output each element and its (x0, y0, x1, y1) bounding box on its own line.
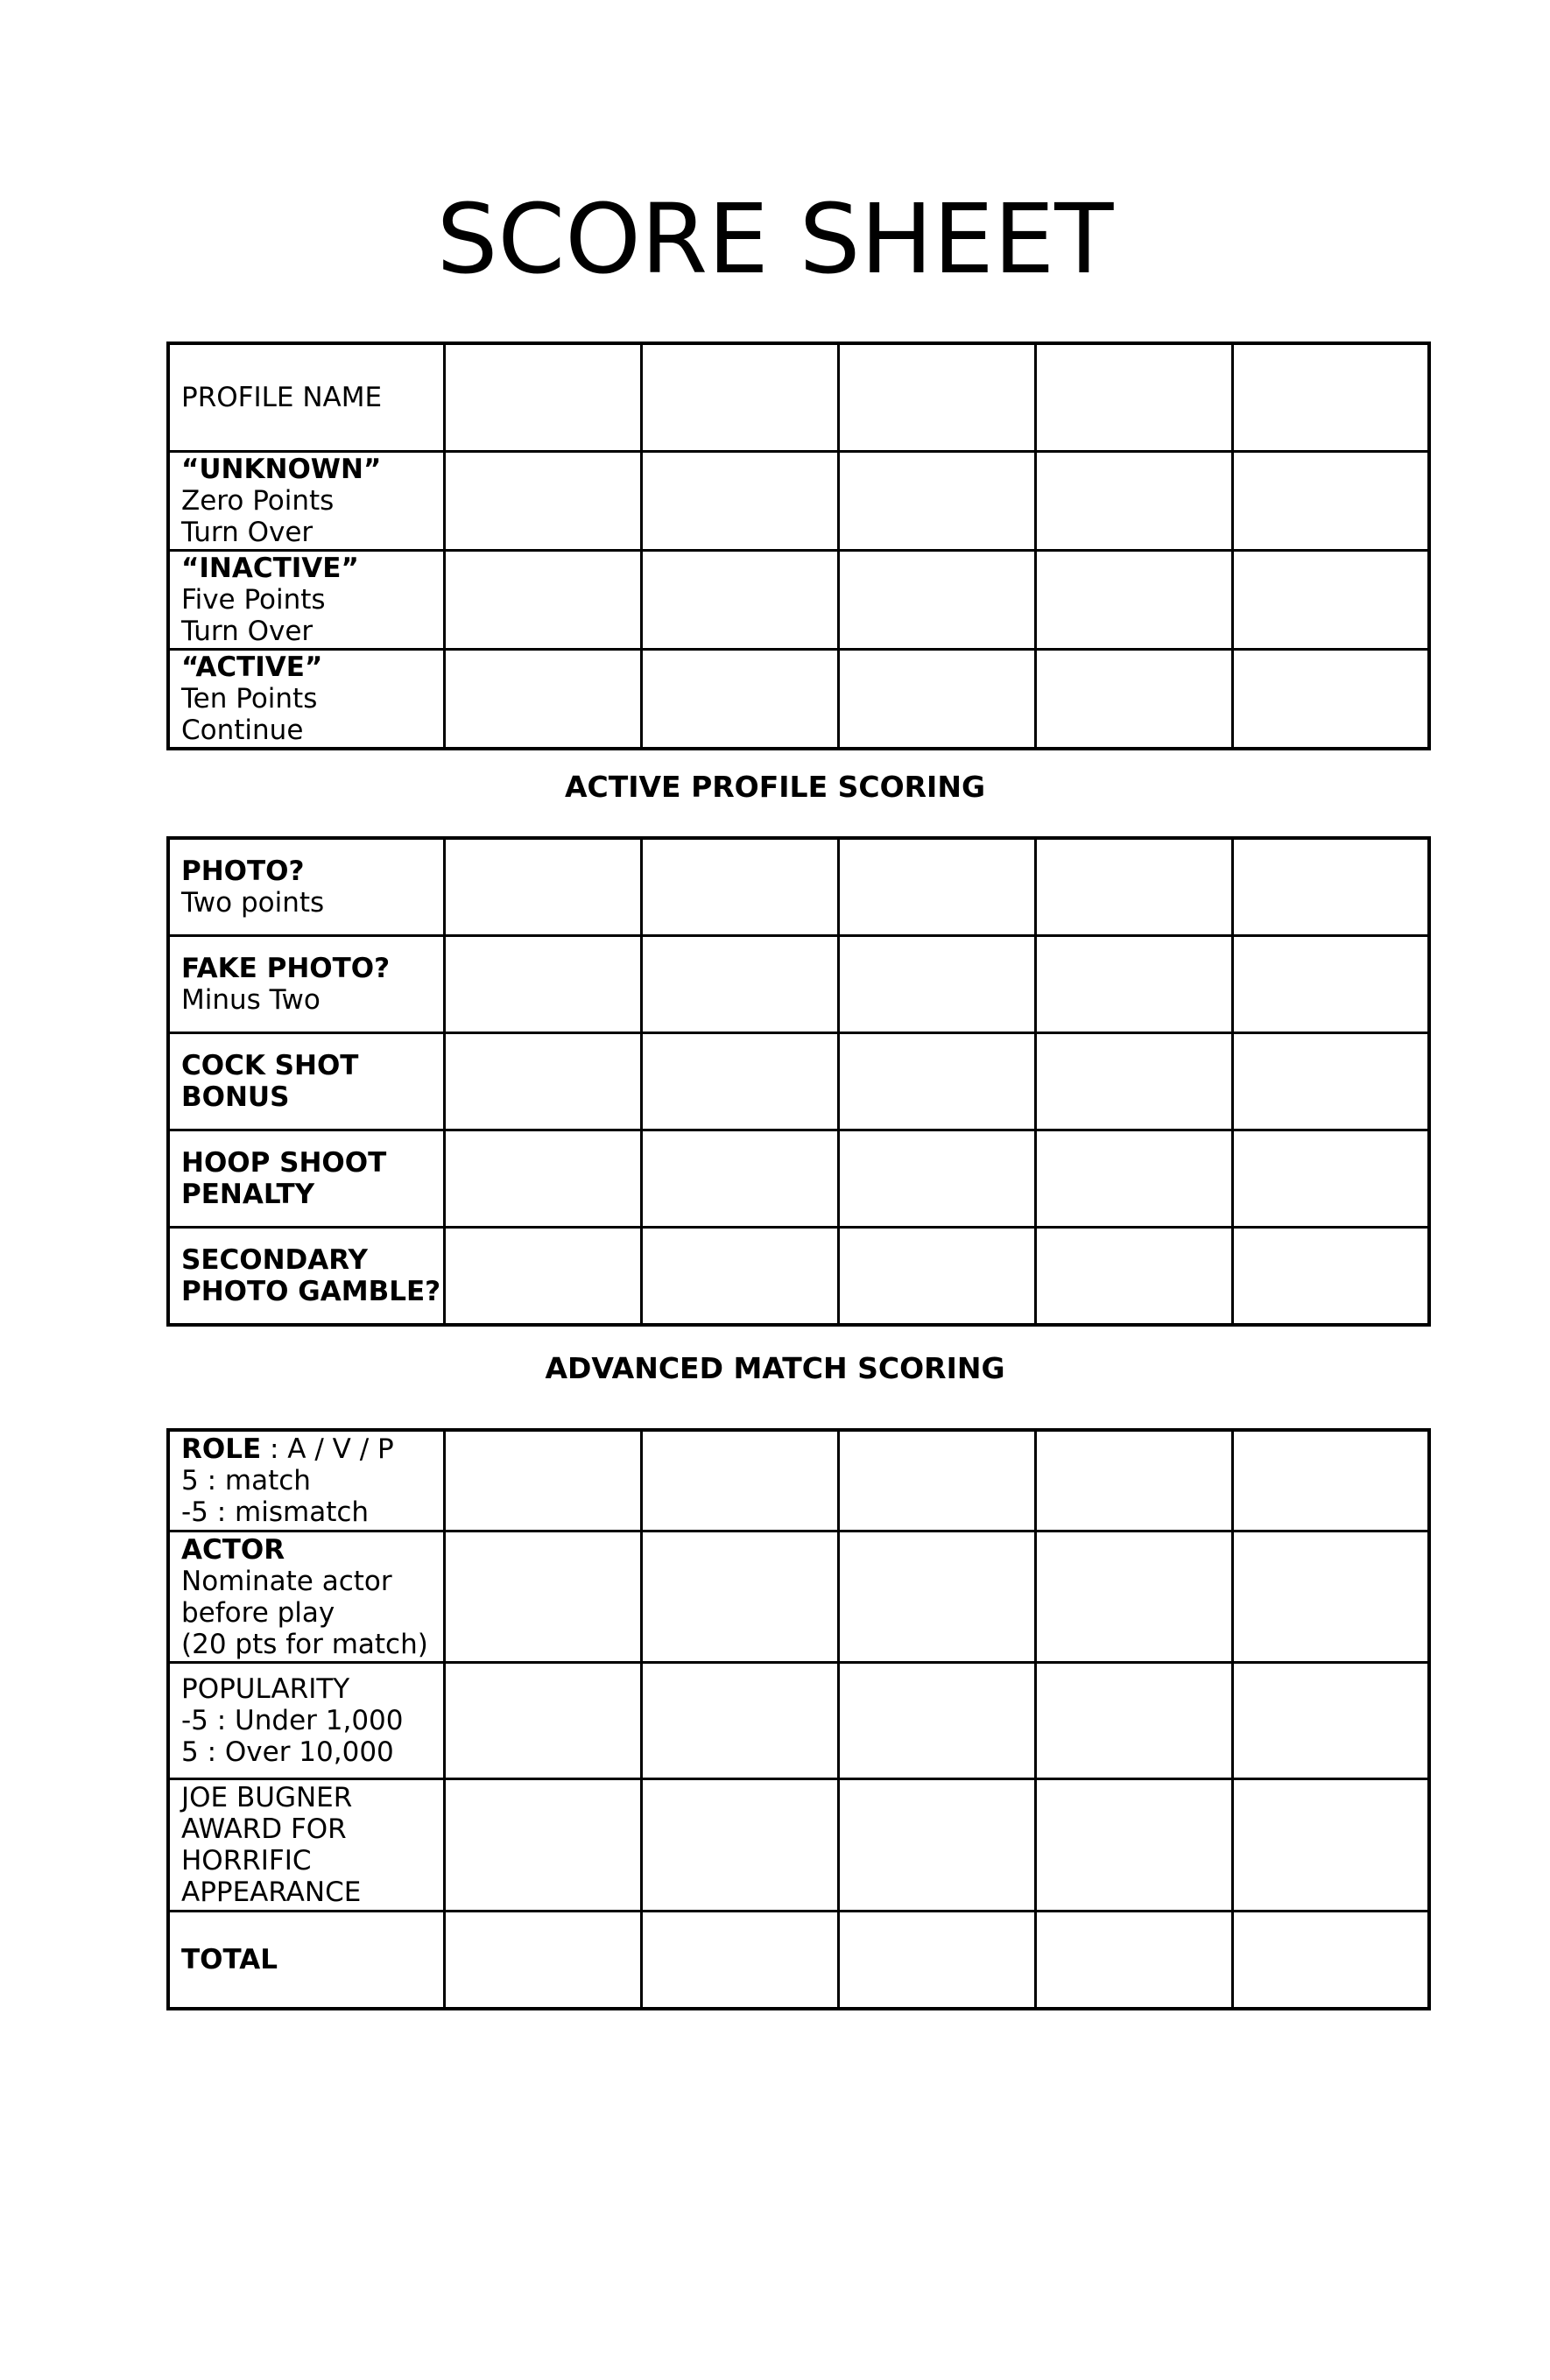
score-cell (1035, 1532, 1232, 1663)
label-text: Turn Over (181, 517, 314, 548)
label-line (181, 1944, 441, 1975)
label-line (181, 1705, 441, 1736)
row-label-cell (168, 343, 444, 452)
label-line (181, 984, 441, 1016)
row-label-cell (168, 838, 444, 936)
score-cell (1232, 551, 1429, 650)
profile-status-table (166, 342, 1431, 750)
score-cell (1035, 838, 1232, 936)
label-text: “UNKNOWN” (181, 454, 382, 485)
score-cell (838, 1228, 1035, 1326)
score-cell (444, 838, 641, 936)
label-text: HOOP SHOOT (181, 1147, 387, 1179)
page-title: SCORE SHEET (436, 183, 1114, 295)
row-label-cell (168, 452, 444, 551)
score-cell (1232, 1130, 1429, 1228)
score-cell (641, 1430, 838, 1532)
label-text: SECONDARY (181, 1244, 368, 1276)
label-line (181, 616, 441, 647)
label-text: Zero Points (181, 485, 335, 517)
label-line (181, 1433, 441, 1465)
score-cell (1232, 1532, 1429, 1663)
score-cell (444, 1532, 641, 1663)
label-text: JOE BUGNER (181, 1782, 353, 1813)
score-cell (838, 1912, 1035, 2010)
label-line (181, 856, 441, 887)
label-line (181, 1179, 441, 1210)
label-line (181, 1566, 441, 1597)
label-text: 5 : match (181, 1465, 311, 1496)
label-text: PROFILE NAME (181, 382, 383, 413)
label-text: Nominate actor (181, 1565, 392, 1597)
label-text: ROLE (181, 1433, 262, 1465)
score-cell (1035, 343, 1232, 452)
label-line (181, 485, 441, 517)
label-text: before play (181, 1596, 335, 1629)
score-cell (641, 1033, 838, 1130)
label-line (181, 382, 441, 413)
label-line (181, 1276, 441, 1307)
score-cell (444, 452, 641, 551)
label-text: APPEARANCE (181, 1877, 362, 1908)
table-row (168, 838, 1429, 936)
label-text: (20 pts for match) (181, 1628, 428, 1660)
label-text: -5 : Under 1,000 (181, 1705, 404, 1736)
label-text: : A / V / P (261, 1433, 394, 1465)
score-cell (1035, 650, 1232, 750)
score-cell (444, 1130, 641, 1228)
section-heading-advanced-match-scoring: ADVANCED MATCH SCORING (545, 1351, 1005, 1385)
label-text: PENALTY (181, 1179, 315, 1210)
score-cell (1035, 1130, 1232, 1228)
label-line (181, 1534, 441, 1566)
score-cell (838, 1532, 1035, 1663)
score-sheet-page (0, 183, 1550, 2010)
label-line (181, 1081, 441, 1113)
score-cell (838, 1663, 1035, 1779)
score-cell (1232, 1430, 1429, 1532)
score-cell (838, 1430, 1035, 1532)
score-cell (1232, 343, 1429, 452)
label-text: 5 : Over 10,000 (181, 1736, 394, 1768)
score-cell (1035, 551, 1232, 650)
score-cell (641, 1663, 838, 1779)
score-cell (838, 838, 1035, 936)
label-text: Two points (181, 887, 325, 919)
row-label-cell (168, 1228, 444, 1326)
table-row (168, 1033, 1429, 1130)
label-text: Turn Over (181, 616, 314, 647)
label-line (181, 1050, 441, 1081)
score-cell (838, 452, 1035, 551)
label-line (181, 1147, 441, 1179)
score-cell (1232, 1912, 1429, 2010)
table-row (168, 1663, 1429, 1779)
score-cell (1035, 1228, 1232, 1326)
score-cell (1232, 650, 1429, 750)
table-row (168, 936, 1429, 1033)
row-label-cell (168, 1663, 444, 1779)
score-cell (444, 1779, 641, 1912)
label-text: Ten Points (181, 683, 318, 715)
label-text: “INACTIVE” (181, 553, 359, 584)
label-text: FAKE PHOTO? (181, 953, 391, 984)
label-line (181, 1597, 441, 1629)
label-text: “ACTIVE” (181, 651, 323, 683)
score-cell (1035, 936, 1232, 1033)
label-text: Five Points (181, 584, 326, 616)
score-cell (641, 1912, 838, 2010)
label-text: ACTOR (181, 1533, 285, 1566)
label-line (181, 1465, 441, 1496)
score-cell (641, 1532, 838, 1663)
label-line (181, 953, 441, 984)
label-line (181, 1629, 441, 1660)
table-row (168, 1779, 1429, 1912)
score-cell (641, 936, 838, 1033)
score-cell (1232, 1663, 1429, 1779)
table-row (168, 1912, 1429, 2010)
score-cell (444, 1430, 641, 1532)
score-cell (1232, 838, 1429, 936)
label-line (181, 1813, 441, 1845)
score-cell (1232, 936, 1429, 1033)
score-cell (838, 650, 1035, 750)
score-cell (641, 650, 838, 750)
table-row (168, 1532, 1429, 1663)
score-cell (641, 1130, 838, 1228)
label-line (181, 1782, 441, 1813)
label-line (181, 1877, 441, 1908)
table-row (168, 551, 1429, 650)
table-row (168, 1228, 1429, 1326)
score-cell (838, 551, 1035, 650)
label-line (181, 454, 441, 485)
score-cell (641, 343, 838, 452)
score-cell (444, 1228, 641, 1326)
score-cell (1232, 452, 1429, 551)
score-cell (641, 838, 838, 936)
label-line (181, 651, 441, 683)
row-label-cell (168, 551, 444, 650)
label-text: Continue (181, 715, 304, 746)
table-row (168, 650, 1429, 750)
label-line (181, 1673, 441, 1705)
row-label-cell (168, 1430, 444, 1532)
score-cell (444, 936, 641, 1033)
row-label-cell (168, 936, 444, 1033)
score-cell (838, 1779, 1035, 1912)
row-label-cell (168, 650, 444, 750)
score-cell (444, 650, 641, 750)
score-cell (1232, 1228, 1429, 1326)
row-label-cell (168, 1033, 444, 1130)
label-text: Minus Two (181, 984, 321, 1016)
table-row (168, 452, 1429, 551)
label-text: -5 : mismatch (181, 1496, 370, 1528)
label-line (181, 887, 441, 919)
row-label-cell (168, 1779, 444, 1912)
label-text: COCK SHOT (181, 1050, 359, 1081)
row-label-cell (168, 1130, 444, 1228)
label-text: PHOTO? (181, 856, 305, 887)
score-cell (641, 551, 838, 650)
score-cell (444, 343, 641, 452)
row-label-cell (168, 1532, 444, 1663)
score-cell (1035, 1663, 1232, 1779)
score-cell (444, 1033, 641, 1130)
score-cell (444, 1912, 641, 2010)
score-cell (1035, 1912, 1232, 2010)
score-cell (838, 343, 1035, 452)
label-text: PHOTO GAMBLE? (181, 1276, 441, 1307)
label-line (181, 584, 441, 616)
score-cell (1035, 1430, 1232, 1532)
label-line (181, 1496, 441, 1528)
label-text: POPULARITY (181, 1673, 350, 1705)
label-line (181, 1845, 441, 1877)
score-cell (1035, 1033, 1232, 1130)
label-line (181, 553, 441, 584)
score-cell (641, 452, 838, 551)
label-text: BONUS (181, 1081, 290, 1113)
score-cell (838, 936, 1035, 1033)
label-line (181, 1244, 441, 1276)
active-profile-scoring-table (166, 836, 1431, 1327)
score-cell (838, 1033, 1035, 1130)
table-row (168, 1130, 1429, 1228)
score-cell (1035, 452, 1232, 551)
score-cell (1232, 1033, 1429, 1130)
row-label-cell (168, 1912, 444, 2010)
label-line (181, 1736, 441, 1768)
score-cell (641, 1779, 838, 1912)
label-text: TOTAL (181, 1944, 278, 1975)
score-cell (444, 1663, 641, 1779)
table-row (168, 343, 1429, 452)
table-row (168, 1430, 1429, 1532)
score-cell (641, 1228, 838, 1326)
label-line (181, 715, 441, 746)
label-text: HORRIFIC (181, 1845, 312, 1877)
label-line (181, 683, 441, 715)
score-cell (1035, 1779, 1232, 1912)
score-cell (444, 551, 641, 650)
label-text: AWARD FOR (181, 1813, 347, 1845)
label-line (181, 517, 441, 548)
advanced-match-scoring-table (166, 1428, 1431, 2010)
section-heading-active-profile-scoring: ACTIVE PROFILE SCORING (564, 770, 986, 804)
score-cell (838, 1130, 1035, 1228)
score-cell (1232, 1779, 1429, 1912)
